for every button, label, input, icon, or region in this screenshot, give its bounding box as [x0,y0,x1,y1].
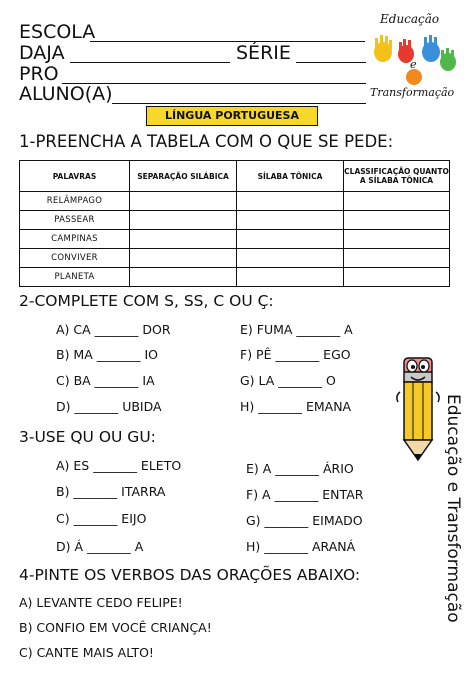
q3-item-d[interactable]: D) Á _______ A [56,539,144,554]
q2-item-a[interactable]: A) CA _______ DOR [56,322,171,337]
q3-item-e[interactable]: E) A _______ ÁRIO [246,461,354,476]
word-cell: CAMPINAS [20,230,130,249]
word-cell: PASSEAR [20,211,130,230]
escola-label: ESCOLA [19,21,96,43]
q2-item-f[interactable]: F) PÊ _______ EGO [240,347,351,362]
serie-line[interactable] [296,62,366,63]
logo-text-1: Educação [380,12,440,26]
answer-cell[interactable] [344,192,450,211]
q2-item-e[interactable]: E) FUMA _______ A [240,322,353,337]
answer-cell[interactable] [344,249,450,268]
answer-cell[interactable] [237,249,344,268]
q4-item-a[interactable]: A) LEVANTE CEDO FELIPE! [19,595,183,610]
word-cell: CONVIVER [20,249,130,268]
answer-cell[interactable] [237,192,344,211]
aluno-line[interactable] [112,103,366,104]
q2-item-g[interactable]: G) LA _______ O [240,373,336,388]
word-cell: PLANETA [20,268,130,287]
serie-label: SÉRIE [236,42,291,64]
answer-cell[interactable] [130,268,237,287]
q2-item-c[interactable]: C) BA _______ IA [56,373,155,388]
q3-item-g[interactable]: G) _______ EIMADO [246,513,363,528]
subject-title: LÍNGUA PORTUGUESA [146,106,318,126]
q2-item-b[interactable]: B) MA _______ IO [56,347,158,362]
answer-cell[interactable] [237,230,344,249]
word-cell: RELÂMPAGO [20,192,130,211]
q3-item-b[interactable]: B) _______ ITARRA [56,484,166,499]
col-silaba-tonica: SÍLABA TÔNICA [237,161,344,192]
q3-item-h[interactable]: H) _______ ARANÁ [246,539,356,554]
escola-line[interactable] [90,41,365,42]
q4-item-c[interactable]: C) CANTE MAIS ALTO! [19,645,154,660]
q4-title: 4-PINTE OS VERBOS DAS ORAÇÕES ABAIXO: [19,566,361,584]
table-row [20,249,450,268]
col-separacao: SEPARAÇÃO SILÁBICA [130,161,237,192]
daja-label: DAJA [19,42,65,64]
table-row [20,211,450,230]
logo-text-2: e [410,58,417,71]
col-palavras: PALAVRAS [20,161,130,192]
table-row [20,268,450,287]
q2-item-d[interactable]: D) _______ UBIDA [56,399,162,414]
answer-cell[interactable] [130,211,237,230]
table-row [20,230,450,249]
q3-item-a[interactable]: A) ES _______ ELETO [56,458,182,473]
answer-cell[interactable] [237,268,344,287]
pencil-mascot-icon [394,352,444,464]
answer-cell[interactable] [130,192,237,211]
answer-cell[interactable] [344,211,450,230]
q3-item-f[interactable]: F) A _______ ENTAR [246,487,364,502]
daja-line[interactable] [70,62,230,63]
answer-cell[interactable] [237,211,344,230]
answer-cell[interactable] [130,249,237,268]
aluno-label: ALUNO(A) [19,83,113,105]
q3-title: 3-USE QU OU GU: [19,428,156,446]
side-brand-text: Educação e Transformação [443,394,463,623]
answer-cell[interactable] [344,268,450,287]
table-row [20,192,450,211]
q2-title: 2-COMPLETE COM S, SS, C OU Ç: [19,292,274,310]
syllable-table [19,160,450,287]
q1-title: 1-PREENCHA A TABELA COM O QUE SE PEDE: [19,132,394,151]
q4-item-b[interactable]: B) CONFIO EM VOCÊ CRIANÇA! [19,620,212,635]
q3-item-c[interactable]: C) _______ EIJO [56,511,147,526]
col-classificacao: CLASSIFICAÇÃO QUANTO A SÍLABA TÔNICA [344,161,450,192]
answer-cell[interactable] [130,230,237,249]
answer-cell[interactable] [344,230,450,249]
logo-text-3: Transformação [370,86,455,99]
q2-item-h[interactable]: H) _______ EMANA [240,399,352,414]
pro-label: PRO [19,63,59,85]
